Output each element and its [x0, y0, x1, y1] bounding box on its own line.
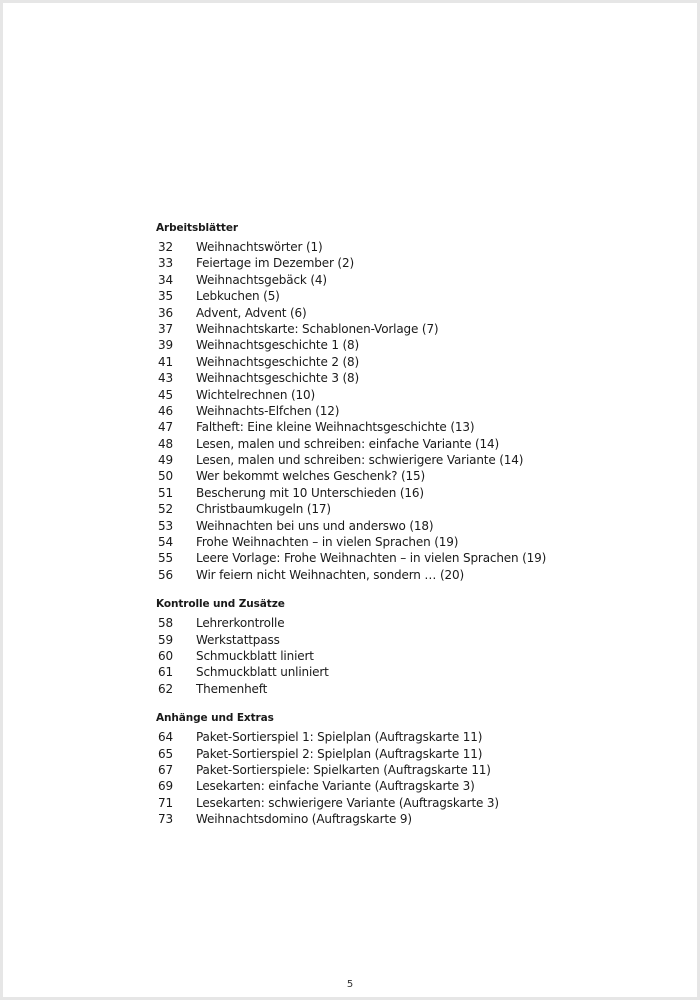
toc-entry-page: 47: [158, 420, 173, 435]
toc-entry: [153, 518, 673, 534]
toc-entry-label: Weihnachtskarte: Schablonen-Vorlage (7): [196, 321, 439, 336]
toc-entry: [153, 337, 673, 353]
toc-entry-page: 69: [158, 779, 173, 794]
toc-entry-page: 49: [158, 453, 173, 468]
toc-entry: [153, 778, 673, 794]
toc-entry-page: 32: [158, 240, 173, 254]
toc-entry-page: 39: [158, 338, 173, 353]
toc-entry-page: 60: [158, 648, 173, 663]
toc-entry-label: Christbaumkugeln (17): [196, 502, 331, 517]
toc-entry-page: 50: [158, 469, 173, 484]
toc-entry-label: Lesen, malen und schreiben: schwierigere Variante (14): [196, 453, 524, 468]
page-number: 5: [346, 979, 354, 990]
toc-entry-label: Paket-Sortierspiel 1: Spielplan (Auftragskarte 11): [196, 730, 483, 745]
toc-entry-page: 34: [158, 272, 173, 287]
toc-entry-page: 56: [158, 567, 173, 582]
toc-entry: [153, 681, 673, 697]
toc-entry-label: Wer bekommt welches Geschenk? (15): [196, 469, 426, 484]
toc-entry: [153, 321, 673, 337]
toc-entry-label: Weihnachtsgeschichte 2 (8): [196, 354, 360, 369]
toc-entry: [153, 452, 673, 468]
toc-entry-label: Themenheft: [196, 681, 268, 696]
toc-entry-label: Schmuckblatt unliniert: [196, 665, 329, 680]
toc-entry: [153, 762, 673, 778]
toc-entry-label: Lesen, malen und schreiben: einfache Variante (14): [196, 436, 500, 451]
toc-entry: [153, 370, 673, 386]
toc-entry-page: 64: [158, 730, 173, 745]
toc-entry: [153, 632, 673, 648]
toc-entry-page: 71: [158, 795, 173, 810]
section-title: Kontrolle und Zusätze: [156, 598, 285, 611]
toc-entry-label: Frohe Weihnachten – in vielen Sprachen (19): [196, 535, 459, 550]
toc-entry-label: Weihnachtsgeschichte 3 (8): [196, 371, 360, 386]
toc-entry-label: Advent, Advent (6): [196, 305, 307, 320]
toc-entry-page: 55: [158, 551, 173, 566]
toc-entry-page: 67: [158, 762, 173, 777]
toc-entry-label: Leere Vorlage: Frohe Weihnachten – in vielen Sprachen (19): [196, 551, 547, 566]
toc-entry-page: 46: [158, 403, 173, 418]
toc-entry: [153, 436, 673, 452]
toc-entry-page: 58: [158, 616, 173, 631]
toc-entry: [153, 811, 673, 827]
toc-section: [153, 221, 673, 583]
toc-entry-label: Lebkuchen (5): [196, 289, 280, 304]
toc-entry-label: Weihnachtswörter (1): [196, 240, 323, 254]
toc-entry: [153, 419, 673, 435]
table-of-contents: [153, 221, 673, 828]
toc-entry-label: Lehrerkontrolle: [196, 616, 285, 631]
toc-entry-page: 73: [158, 812, 173, 827]
toc-entry-page: 45: [158, 387, 173, 402]
toc-entry-page: 43: [158, 371, 173, 386]
toc-entry-label: Weihnachts-Elfchen (12): [196, 403, 340, 418]
toc-entry-label: Weihnachtsgebäck (4): [196, 272, 327, 287]
toc-entry: [153, 567, 673, 583]
toc-entry-page: 36: [158, 305, 173, 320]
toc-entry-label: Lesekarten: einfache Variante (Auftragskarte 3): [196, 779, 475, 794]
section-gap: [153, 697, 673, 711]
section-gap: [153, 583, 673, 597]
toc-entry-page: 37: [158, 321, 173, 336]
toc-entry: [153, 501, 673, 517]
toc-entry-page: 35: [158, 289, 173, 304]
toc-entry-label: Werkstattpass: [196, 632, 280, 647]
toc-section: [153, 711, 673, 827]
toc-entry-label: Weihnachten bei uns und anderswo (18): [196, 518, 434, 533]
toc-entry: [153, 305, 673, 321]
toc-entry: [153, 272, 673, 288]
toc-entry: [153, 648, 673, 664]
toc-entry-page: 65: [158, 746, 173, 761]
toc-entry-page: 48: [158, 436, 173, 451]
toc-entry: [153, 615, 673, 631]
toc-entry: [153, 403, 673, 419]
toc-entry-label: Weihnachtsgeschichte 1 (8): [196, 338, 360, 353]
toc-entry: [153, 468, 673, 484]
toc-entry: [153, 387, 673, 403]
toc-entry-page: 61: [158, 665, 173, 680]
toc-entry-page: 53: [158, 518, 173, 533]
toc-entry-label: Bescherung mit 10 Unterschieden (16): [196, 485, 424, 500]
toc-entry-page: 41: [158, 354, 173, 369]
toc-entry-label: Wichtelrechnen (10): [196, 387, 316, 402]
toc-entry: [153, 354, 673, 370]
toc-entry: [153, 550, 673, 566]
toc-entry-label: Weihnachtsdomino (Auftragskarte 9): [196, 812, 412, 827]
toc-entry-page: 59: [158, 632, 173, 647]
toc-entry-page: 51: [158, 485, 173, 500]
toc-entry-page: 33: [158, 256, 173, 271]
toc-entry-label: Lesekarten: schwierigere Variante (Auftragskarte 3): [196, 795, 499, 810]
toc-entry-label: Paket-Sortierspiel 2: Spielplan (Auftragskarte 11): [196, 746, 483, 761]
toc-entry: [153, 485, 673, 501]
toc-entry-page: 54: [158, 535, 173, 550]
toc-entry: [153, 746, 673, 762]
toc-entry-label: Feiertage im Dezember (2): [196, 256, 354, 271]
section-title: Anhänge und Extras: [156, 712, 274, 725]
toc-entry-label: Faltheft: Eine kleine Weihnachtsgeschichte (13): [196, 420, 475, 435]
toc-entry: [153, 255, 673, 271]
section-title: Arbeitsblätter: [156, 222, 238, 234]
toc-entry: [153, 664, 673, 680]
toc-entry: [153, 239, 673, 255]
toc-entry: [153, 534, 673, 550]
toc-entry-label: Wir feiern nicht Weihnachten, sondern … (20): [196, 567, 464, 582]
toc-entry: [153, 795, 673, 811]
toc-entry: [153, 729, 673, 745]
toc-entry-page: 52: [158, 502, 173, 517]
toc-section: [153, 597, 673, 697]
toc-entry-label: Schmuckblatt liniert: [196, 648, 314, 663]
toc-entry: [153, 288, 673, 304]
toc-entry-page: 62: [158, 681, 173, 696]
toc-entry-label: Paket-Sortierspiele: Spielkarten (Auftragskarte 11): [196, 762, 491, 777]
